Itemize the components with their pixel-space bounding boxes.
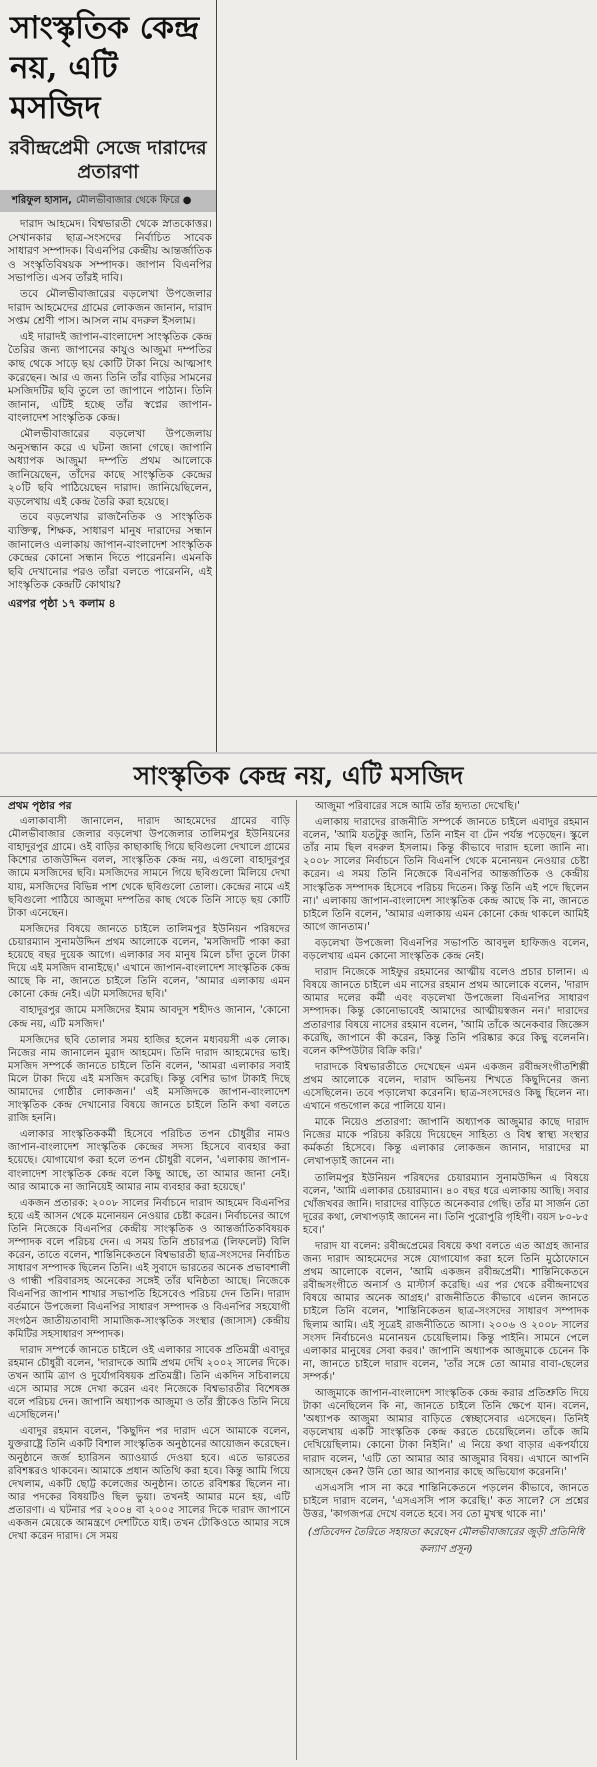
paragraph: তবে বড়লেখার রাজনৈতিক ও সাংস্কৃতিক ব্যক্তিত্ব, শিক্ষক, সাধারণ মানুষ দারাদের সন্ধান জানালেও এলাকায় জাপান-বাংলাদেশ সাংস্কৃতিক কেন্দ্রের কোনো সন্ধান দিতে পারেননি। এমনকি ছবি দেখানোর পরও তাঁরা বলতে পারেননি, এই সাংস্কৃতিক কেন্দ্রটি কোথায়?: [8, 511, 212, 592]
paragraph: একজন প্রতারক: ২০০৮ সালের নির্বাচনে দারাদ আহমেদ বিএনপির হয়ে এই আসন থেকে মনোনয়ন নেওয়ার চেষ্টা করেন। নির্বাচনের আগে তিনি নিজেকে বিএনপির কেন্দ্রীয় সাংস্কৃতিক ও আন্তর্জাতিকবিষয়ক সম্পাদক বলে পরিচয় দেন। এ সময় তিনি প্রচারপত্র (লিফলেট) বিলি করেন, তাতে বলেন, শান্তিনিকেতনে বিশ্বভারতী ছাত্র-সংসদের নির্বাচিত সাধারণ সম্পাদক ছিলেন তিনি। এই সুবাদে ভারতের অনেক প্রভাবশালী ও গান্ধী পরিবারসহ অনেকের সঙ্গেই তাঁর ঘনিষ্ঠতা আছে। নিজেকে বিএনপির জাপান শাখার সভাপতি হিসেবেও পরিচয় দেন তিনি। দারাদ বর্তমানে উপজেলা বিএনপির সাধারণ সম্পাদক ও বিএনপির সহযোগী সংগঠন জাতীয়তাবাদী সামাজিক-সাংস্কৃতিক সংস্থার (জাসাস) কেন্দ্রীয় কমিটির সহসাধারণ সম্পাদক।: [8, 1197, 290, 1340]
paragraph: এবাদুর রহমান বলেন, 'কিছুদিন পর দারাদ এসে আমাকে বলেন, যুক্তরাষ্ট্রে তিনি একটি বিশাল সাংস্কৃতিক অনুষ্ঠানের আয়োজন করেছেন। অনুষ্ঠানে জর্জ হ্যারিসন অ্যাওয়ার্ড দেওয়া হবে। এতে ভারতের রবিশঙ্করও থাকবেন। আমাকে প্রধান অতিথি করা হবে। কিন্তু আমি গিয়ে দেখলাম, একটি ছোট্ট কলেজের অনুষ্ঠান। তাতে রবিশঙ্কর ছিলেন না। আর পদকের বিষয়টিও ছিল ভুয়া। তখনই আমার মনে হয়, এটি প্রতারণা। এ ঘটনার পর ২০০৪ বা ২০০৫ সালের দিকে দারাদ জাপানে একজন মেয়েকে আমন্ত্রণে দেশটিতে যাই। তখন টোকিওতে আমার সঙ্গে দেখা করেন দারাদ। সে সময়: [8, 1426, 290, 1543]
paragraph: আজুমা পরিবারের সঙ্গে আমি তাঁর হৃদ্যতা দেখেছি।': [315, 801, 520, 812]
byline: [0, 190, 216, 212]
paragraph: তালিমপুর ইউনিয়ন পরিষদের চেয়ারম্যান সুনামউদ্দিন এ বিষয়ে বলেন, 'আমি এলাকার চেয়ারম্যান। ৪০ বছর ধরে এলাকায় আছি। সবার খোঁজখবর জানি। দারাদের বাড়িতে অনেকবার গেছি। তাঁর মা সার্জন তো দূরের কথা, লেখাপড়াই জানেন না। তিনি পুরোপুরি গৃহিণী। বয়স ৮০-৮৫ হবে।': [303, 1172, 589, 1236]
column-rule: [296, 800, 297, 1760]
paragraph: এলাকাবাসী জানালেন, দারাদ আহমেদের গ্রামের বাড়ি মৌলভীবাজার জেলার বড়লেখা উপজেলার তালিমপুর ইউনিয়নের বাহাদুরপুর গ্রামে। ওই বাড়ির কাছাকাছি গিয়ে ছবিগুলো দেখালে গ্রামের কিশোর তাজউদ্দিন বলল, সাংস্কৃতিক কেন্দ্র নয়, এগুলো বাহাদুরপুর জামে মসজিদের ছবি। মসজিদের সামনে গিয়ে ছবিগুলো মিলিয়ে দেখা যায়, মসজিদের বিভিন্ন পাশ থেকে ছবিগুলো তোলা। কেন্দ্রের নামে এই ছবিগুলো পাঠিয়ে আজুমা দম্পতির কাছ থেকে তিনি সাড়ে ছয় কোটি টাকা এনেছেন।: [8, 816, 290, 919]
paragraph: দারাদ যা বলেন: রবীন্দ্রপ্রেমের বিষয়ে কথা বলতে এত আগ্রহ জানার জন্য দারাদ আহমেদের সঙ্গে যোগাযোগ করা হলে তিনি মুঠোফোনে প্রথম আলোকে বলেন, 'আমি একজন রবীন্দ্রপ্রেমী। শান্তিনিকেতনে রবীন্দ্রসংগীতে অনার্স ও মাস্টার্স করেছি। এর পর থেকে রবীন্দ্রনাথের বিষয়ে আমার অনেক আগ্রহ।' রাজনীতিতে কীভাবে এলেন জানতে চাইলে তিনি বলেন, 'শান্তিনিকেতন ছাত্র-সংসদের সাধারণ সম্পাদক ছিলাম আমি। এই সূত্রেই রাজনীতিতে আসা। ২০০৬ ও ২০০৮ সালের সংসদ নির্বাচনেও মনোনয়ন চেয়েছিলাম। কিন্তু পাইনি। সামনে পেলে এলাকার মানুষের সেবা করব।' জাপানি অধ্যাপক আজুমাকে চেনেন কি না, জানতে চাইলে দারাদ বলেন, 'তাঁর সঙ্গে তো আমার বাবা-ছেলের সম্পর্ক।': [303, 1241, 589, 1383]
continuation-note: এরপর পৃষ্ঠা ১৭ কলাম ৪: [8, 597, 116, 611]
front-page-story: [0, 0, 216, 752]
paragraph: তবে মৌলভীবাজারের বড়লেখা উপজেলার দারাদ আহমেদের গ্রামের লোকজন জানান, দারাদ সপ্তম শ্রেণী পাস। আসল নাম বদরুল ইসলাম।: [8, 287, 212, 328]
paragraph: এসএসসি পাস না করে শান্তিনিকেতনে পড়লেন কীভাবে, জানতে চাইলে দারাদ বলেন, 'এসএসসি পাস করেছি।' কত সালে? সে প্রশ্নের উত্তর, 'কাগজপত্র দেখে বলতে হবে। সব তো মুখস্থ থাকে না।': [303, 1482, 589, 1520]
story-headline: সাংস্কৃতিক কেন্দ্র নয়, এটি মসজিদ: [10, 10, 200, 126]
paragraph: মসজিদের বিষয়ে জানতে চাইলে তালিমপুর ইউনিয়ন পরিষদের চেয়ারম্যান সুনামউদ্দিন প্রথম আলোকে বলেন, 'মসজিদটি পাকা করা হয়েছে বছর দুয়েক আগে। এলাকার সব মানুষ মিলে চাঁদা তুলে টাকা দিয়ে এই মসজিদ বানাইছে।' এখানে জাপান-বাংলাদেশ সাংস্কৃতিক কেন্দ্র আছে কি না, জানতে চাইলে তিনি বলেন, 'আমার এলাকায় এমন কোনো কেন্দ্র নেই। এটা মসজিদের ছবি।': [8, 923, 290, 1001]
paragraph: এলাকার সাংস্কৃতিককর্মী হিসেবে পরিচিত তপন চৌধুরীর নামও জাপান-বাংলাদেশ সাংস্কৃতিক কেন্দ্রের সদস্য হিসেবে ব্যবহার করা হয়েছে। যোগাযোগ করা হলে তপন চৌধুরী বলেন, 'এলাকায় জাপান-বাংলাদেশ সাংস্কৃতিক কেন্দ্র বলে কিছু আছে, তা আমার জানা নেই। আর আমাকে না জানিয়েই আমার নাম ব্যবহার করা হয়েছে।': [8, 1129, 290, 1193]
paragraph: মসজিদের ছবি তোলার সময় হাজির হলেন মধ্যবয়সী এক লোক। নিজের নাম জানালেন মুরাদ আহমেদ। তিনি দারাদ আহমেদের ভাই। মসজিদ সম্পর্কে জানতে চাইলে তিনি বলেন, 'আমরা এলাকার সবাই মিলে টাকা দিয়ে এই মসজিদ করেছি। কিন্তু বেশির ভাগ টাকাই দিছে আমাদের গোষ্ঠীর লোকজন।' এই মসজিদকে জাপান-বাংলাদেশ সাংস্কৃতিক কেন্দ্র দেখানোর বিষয়ে জানতে চাইলে তিনি কথা বলতে রাজি হননি।: [8, 1034, 290, 1125]
paragraph: দারাদ নিজেকে সাইফুর রহমানের আত্মীয় বলেও প্রচার চালান। এ বিষয়ে জানতে চাইলে এম নাসের রহমান প্রথম আলোকে বলেন, 'দারাদ আমার দলের কর্মী এবং বড়লেখা উপজেলা বিএনপির সাধারণ সম্পাদক। কিন্তু কোনোভাবেই আমাদের আত্মীয়স্বজন নন।' দারাদের প্রতারণার বিষয়ে নাসের রহমান বলেন, 'আমি তাঁকে অনেকবার জিজ্ঞেস করেছি, জাপানে কী করেন, কিন্তু তিনি পরিষ্কার করে কিছু বলেননি। বলেন কম্পিউটার বিক্রি করি।': [303, 967, 589, 1057]
paragraph: আজুমাকে জাপান-বাংলাদেশ সাংস্কৃতিক কেন্দ্র করার প্রতিশ্রুতি দিয়ে টাকা এনেছিলেন কি না, জানতে চাইলে তিনি ক্ষেপে যান। বলেন, 'অধ্যাপক আজুমা আমার বাড়িতে স্বেচ্ছাসেবার এসেছেন। তিনিই বড়লেখায় একটি সাংস্কৃতিক কেন্দ্র করতে চেয়েছিলেন। তাঁকে জমি দেখিয়েছিলাম। কোনো টাকা নিইনি।' এ নিয়ে কথা বাড়ার একপর্যায়ে দারাদ বলেন, 'এটি তো আমার আর আজুমার বিষয়। এখানে আপনি আসছেন কেন? উনি তো আর আপনার কাছে অভিযোগ করেননি।': [303, 1388, 589, 1478]
paragraph: বাহাদুরপুর জামে মসজিদের ইমাম আবদুস শহীদও জানান, 'কোনো কেন্দ্র নয়, এটি মসজিদ।': [8, 1005, 290, 1030]
continuation-story: [0, 756, 597, 1767]
paragraph: মাকে নিয়েও প্রতারণা: জাপানি অধ্যাপক আজুমার কাছে দারাদ নিজের মাকে পরিচয় করিয়ে দিয়েছেন সাহিত্য ও বিশ্ব স্বাস্থ্য সংস্থার কর্মকর্তা হিসেবে। কিন্তু এলাকার লোকজন জানান, দারাদের মা লেখাপড়াই জানেন না।: [303, 1117, 589, 1168]
paragraph: মৌলভীবাজারের বড়লেখা উপজেলায় অনুসন্ধান করে এ ঘটনা জানা গেছে। জাপানি অধ্যাপক আজুমা দম্পতি প্রথম আলোকে জানিয়েছেন, তাঁদের কাছে সাংস্কৃতিক কেন্দ্রের ২০টি ছবি পাঠিয়েছেন দারাদ। জানিয়েছিলেন, বড়লেখায় এই কেন্দ্র তৈরি করা হয়েছে।: [8, 427, 212, 508]
paragraph: দারাদ সম্পর্কে জানতে চাইলে ওই এলাকার সাবেক প্রতিমন্ত্রী এবাদুর রহমান চৌধুরী বলেন, 'দারাদকে আমি প্রথম দেখি ২০০২ সালের দিকে। তখন আমি ত্রাণ ও দুর্যোগবিষয়ক প্রতিমন্ত্রী। তিনি একদিন সচিবালয়ে এসে আমার সঙ্গে দেখা করেন এবং নিজেকে বিশ্বভারতীর বিশেষজ্ঞ বলে পরিচয় দেন। জাপানি অধ্যাপক আজুমা ও তাঁর স্ত্রীকেও তিনি নিয়ে এসেছিলেন।': [8, 1344, 290, 1422]
paragraph: দারাদকে বিশ্বভারতীতে দেখেছেন এমন একজন রবীন্দ্রসংগীতশিল্পী প্রথম আলোকে বলেন, দারাদ অভিনয় শিখতে কিছুদিনের জন্য এসেছিলেন। তবে পড়ালেখা করেননি। ছাত্র-সংসদেরও কিছু ছিলেন না। এখানে গন্ডগোল করে পালিয়ে যান।: [303, 1061, 589, 1113]
continuation-right-column: [303, 800, 589, 1760]
section-divider: [0, 752, 597, 754]
paragraph: এই দারাদই জাপান-বাংলাদেশ সাংস্কৃতিক কেন্দ্র তৈরির জন্য জাপানের কাযুও আজুমা দম্পতির কাছ থেকে সাড়ে ছয় কোটি টাকা নিয়ে আত্মসাৎ করেছেন। আর এ জন্য তিনি তাঁর বাড়ির সামনের মসজিদটির ছবি তুলে তা জাপানে পাঠান। তিনি জানান, এটিই হচ্ছে তাঁর স্বপ্নের জাপান-বাংলাদেশ সাংস্কৃতিক কেন্দ্র।: [8, 330, 212, 425]
paragraph: দারাদ আহমেদ। বিশ্বভারতী থেকে স্নাতকোত্তর। সেখানকার ছাত্র-সংসদের নির্বাচিত সাবেক সাধারণ সম্পাদক। বিএনপির কেন্দ্রীয় আন্তর্জাতিক ও সংস্কৃতিবিষয়ক সম্পাদক। জাপান বিএনপির সভাপতি। এসব তাঁরই দাবি।: [8, 218, 212, 285]
story-body: [0, 218, 216, 593]
byline-author: শরিফুল হাসান,: [12, 194, 72, 206]
continuation-headline: সাংস্কৃতিক কেন্দ্র নয়, এটি মসজিদ: [0, 756, 597, 797]
paragraph: এলাকায় দারাদের রাজনীতি সম্পর্কে জানতে চাইলে এবাদুর রহমান বলেন, 'আমি যতটুকু জানি, তিনি নাইন বা টেন পর্যন্ত পড়েছেন। স্কুলে তাঁর নাম ছিল বদরুল ইসলাম। কিন্তু কীভাবে দারাদ হলো জানি না। ২০০৮ সালের নির্বাচনে তিনি বিএনপি থেকে মনোনয়ন নেওয়ার চেষ্টা করেন। এ সময় তিনি নিজেকে বিএনপির আন্তর্জাতিক ও কেন্দ্রীয় সাংস্কৃতিক সম্পাদক হিসেবে পরিচয় দিতেন। কিন্তু তিনি এই পদে ছিলেন না।' এলাকায় জাপান-বাংলাদেশ সাংস্কৃতিক কেন্দ্র আছে কি না, জানতে চাইলে তিনি বলেন, 'আমার এলাকায় এমন কোনো কেন্দ্র থাকলে আমিই আগে জানতাম।': [303, 817, 589, 933]
continued-from-label: প্রথম পৃষ্ঠার পর: [8, 800, 72, 812]
column-rule: [216, 0, 217, 752]
continuation-left-column: [8, 800, 290, 1760]
story-subhead: রবীন্দ্রপ্রেমী সেজে দারাদের প্রতারণা: [9, 137, 207, 183]
byline-dateline: মৌলভীবাজার থেকে ফিরে ●: [75, 194, 192, 206]
report-credit: (প্রতিবেদন তৈরিতে সহায়তা করেছেন মৌলভীবাজারের জুড়ী প্রতিনিধি কল্যাণ প্রসূন): [307, 1526, 585, 1555]
paragraph: বড়লেখা উপজেলা বিএনপির সভাপতি আবদুল হাফিজও বলেন, বড়লেখায় এমন কোনো সাংস্কৃতিক কেন্দ্র নেই।: [303, 937, 589, 963]
